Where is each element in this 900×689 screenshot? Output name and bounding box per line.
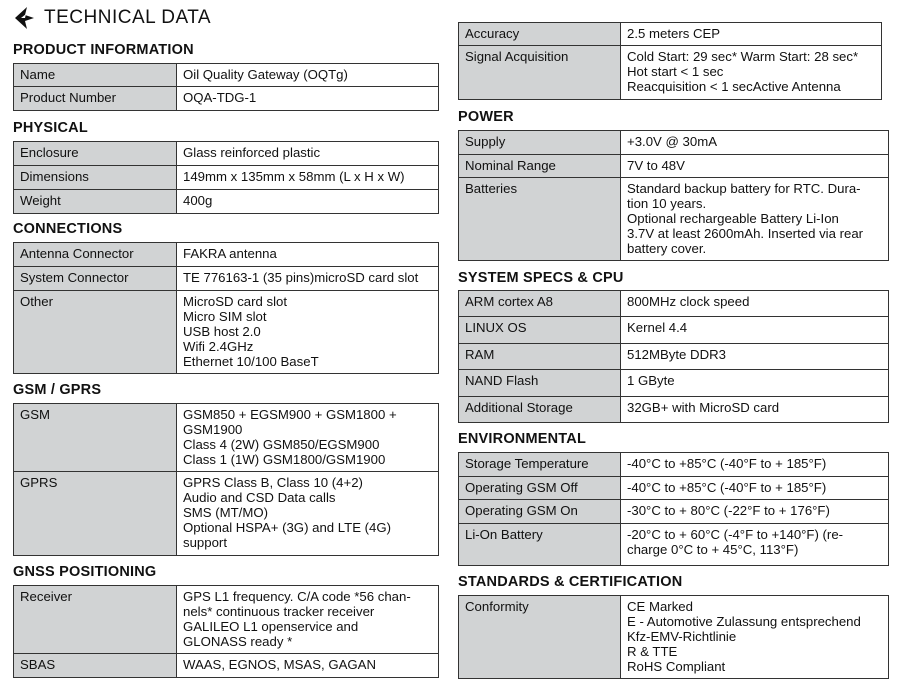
spec-value: CE Marked E - Automotive Zulassung entsprechend Kfz-EMV-Richtlinie R & TTE RoHS Compliant <box>621 596 889 679</box>
spec-value: -40°C to +85°C (-40°F to + 185°F) <box>621 477 889 500</box>
spec-value: 512MByte DDR3 <box>621 344 889 370</box>
table-row <box>14 166 439 190</box>
spec-value: Glass reinforced plastic <box>177 142 439 166</box>
table-row <box>14 472 439 556</box>
table-row <box>459 291 889 317</box>
table-row <box>459 317 889 344</box>
table-product-information <box>13 63 439 111</box>
spec-key: RAM <box>459 344 621 370</box>
spec-key: System Connector <box>14 267 177 291</box>
table-environmental <box>458 452 889 566</box>
spec-key: Name <box>14 64 177 87</box>
spec-key: Product Number <box>14 87 177 111</box>
table-row <box>459 46 882 100</box>
table-row <box>14 654 439 678</box>
section-title-environmental: ENVIRONMENTAL <box>458 431 586 447</box>
section-title-product-information: PRODUCT INFORMATION <box>13 42 194 58</box>
spec-key: Other <box>14 291 177 374</box>
table-row <box>459 370 889 397</box>
spec-key: Supply <box>459 131 621 155</box>
table-row <box>459 524 889 566</box>
spec-key: Receiver <box>14 586 177 654</box>
spec-key: Nominal Range <box>459 155 621 178</box>
table-gnss-positioning <box>13 585 439 678</box>
table-row <box>459 155 889 178</box>
table-row <box>459 131 889 155</box>
table-row <box>14 267 439 291</box>
spec-value: 149mm x 135mm x 58mm (L x H x W) <box>177 166 439 190</box>
spec-value: 2.5 meters CEP <box>621 23 882 46</box>
table-row <box>14 142 439 166</box>
spec-value: -30°C to + 80°C (-22°F to + 176°F) <box>621 500 889 524</box>
spec-value: 800MHz clock speed <box>621 291 889 317</box>
spec-key: Additional Storage <box>459 397 621 423</box>
spec-value: GSM850 + EGSM900 + GSM1800 + GSM1900 Class 4 (2W) GSM850/EGSM900 Class 1 (1W) GSM1800/GSM1900 <box>177 404 439 472</box>
spec-value: Cold Start: 29 sec* Warm Start: 28 sec* Hot start < 1 sec Reacquisition < 1 secActive Antenna <box>621 46 882 100</box>
table-physical <box>13 141 439 214</box>
spec-key: Batteries <box>459 178 621 261</box>
table-gsm-gprs <box>13 403 439 556</box>
table-system-specs-cpu <box>458 290 889 423</box>
section-title-physical: PHYSICAL <box>13 120 88 136</box>
spec-value: Oil Quality Gateway (OQTg) <box>177 64 439 87</box>
table-row <box>14 243 439 267</box>
spec-value: Standard backup battery for RTC. Dura- tion 10 years. Optional rechargeable Battery Li-Ion 3.7V at least 2600mAh. Inserted via rear battery cover. <box>621 178 889 261</box>
spec-key: Conformity <box>459 596 621 679</box>
spec-value: -20°C to + 60°C (-4°F to +140°F) (re- charge 0°C to + 45°C, 113°F) <box>621 524 889 566</box>
spec-value: -40°C to +85°C (-40°F to + 185°F) <box>621 453 889 477</box>
table-row <box>14 404 439 472</box>
spec-value: MicroSD card slot Micro SIM slot USB host 2.0 Wifi 2.4GHz Ethernet 10/100 BaseT <box>177 291 439 374</box>
table-row <box>14 586 439 654</box>
page-header <box>12 5 211 31</box>
table-row <box>459 500 889 524</box>
spec-value: GPS L1 frequency. C/A code *56 chan- nels* continuous tracker receiver GALILEO L1 openservice and GLONASS ready * <box>177 586 439 654</box>
table-row <box>14 64 439 87</box>
table-row <box>459 453 889 477</box>
table-row <box>459 344 889 370</box>
section-title-gsm-gprs: GSM / GPRS <box>13 382 102 398</box>
spec-value: 7V to 48V <box>621 155 889 178</box>
section-title-power: POWER <box>458 109 514 125</box>
table-row <box>459 596 889 679</box>
spec-value: 32GB+ with MicroSD card <box>621 397 889 423</box>
spec-value: 1 GByte <box>621 370 889 397</box>
spec-key: GPRS <box>14 472 177 556</box>
brand-logo-icon <box>12 6 36 30</box>
section-title-connections: CONNECTIONS <box>13 221 123 237</box>
page-title: TECHNICAL DATA <box>44 7 212 28</box>
spec-key: Storage Temperature <box>459 453 621 477</box>
spec-key: Operating GSM On <box>459 500 621 524</box>
table-row <box>14 291 439 374</box>
spec-value: WAAS, EGNOS, MSAS, GAGAN <box>177 654 439 678</box>
spec-value: TE 776163-1 (35 pins)microSD card slot <box>177 267 439 291</box>
spec-key: SBAS <box>14 654 177 678</box>
spec-key: Enclosure <box>14 142 177 166</box>
table-row <box>459 23 882 46</box>
table-row <box>14 190 439 214</box>
spec-value: FAKRA antenna <box>177 243 439 267</box>
spec-key: LINUX OS <box>459 317 621 344</box>
spec-value: GPRS Class B, Class 10 (4+2) Audio and CSD Data calls SMS (MT/MO) Optional HSPA+ (3G) and LTE (4G) support <box>177 472 439 556</box>
spec-key: Operating GSM Off <box>459 477 621 500</box>
table-power <box>458 130 889 261</box>
spec-value: OQA-TDG-1 <box>177 87 439 111</box>
spec-key: Antenna Connector <box>14 243 177 267</box>
spec-key: Li-On Battery <box>459 524 621 566</box>
spec-value: 400g <box>177 190 439 214</box>
spec-value: +3.0V @ 30mA <box>621 131 889 155</box>
spec-key: NAND Flash <box>459 370 621 397</box>
spec-value: Kernel 4.4 <box>621 317 889 344</box>
section-title-system-specs-cpu: SYSTEM SPECS & CPU <box>458 270 624 286</box>
table-gnss-continued <box>458 22 882 100</box>
section-title-gnss-positioning: GNSS POSITIONING <box>13 564 157 580</box>
spec-key: Accuracy <box>459 23 621 46</box>
table-row <box>459 477 889 500</box>
table-connections <box>13 242 439 374</box>
spec-key: Weight <box>14 190 177 214</box>
table-row <box>459 397 889 423</box>
spec-key: ARM cortex A8 <box>459 291 621 317</box>
table-standards-certification <box>458 595 889 679</box>
table-row <box>14 87 439 111</box>
section-title-standards-certification: STANDARDS & CERTIFICATION <box>458 574 683 590</box>
spec-key: Signal Acquisition <box>459 46 621 100</box>
spec-key: Dimensions <box>14 166 177 190</box>
spec-key: GSM <box>14 404 177 472</box>
table-row <box>459 178 889 261</box>
